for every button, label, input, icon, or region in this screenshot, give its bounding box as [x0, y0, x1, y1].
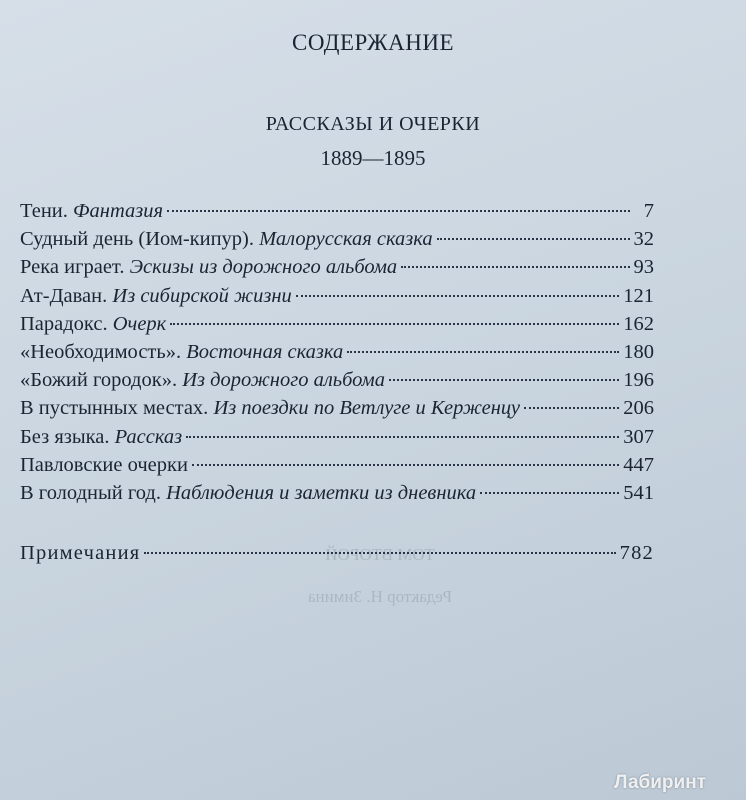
toc-entry[interactable] — [20, 200, 654, 228]
toc-entry[interactable] — [20, 454, 654, 482]
section-title: РАССКАЗЫ И ОЧЕРКИ — [265, 113, 481, 135]
toc-page-number: 121 — [623, 284, 654, 307]
leader-dots — [192, 464, 619, 466]
leader-dots — [167, 210, 630, 212]
toc-entry-name: Тени. Фантазия — [20, 200, 164, 222]
toc-entry-name: В голодный год. Наблюдения и заметки из дневника — [20, 481, 477, 504]
leader-dots — [389, 379, 619, 381]
toc-page-number: 447 — [623, 453, 654, 476]
toc-entry-name: В пустынных местах. Из поездки по Ветлуге и Керженцу — [20, 397, 520, 420]
toc-entry[interactable] — [20, 285, 654, 313]
toc-page-number: 196 — [623, 369, 654, 392]
toc-entry-name: Ат-Даван. Из сибирской жизни — [20, 284, 292, 307]
toc-entry[interactable] — [20, 313, 654, 341]
page-title: СОДЕРЖАНИЕ — [291, 30, 454, 55]
toc-entry-name: Судный день (Иом-кипур). Малорусская сказка — [20, 228, 433, 251]
toc-entry[interactable] — [20, 256, 654, 284]
toc-page-number: 180 — [623, 340, 654, 363]
leader-dots — [480, 492, 619, 494]
leader-dots — [296, 295, 620, 297]
toc-entry[interactable] — [20, 426, 654, 454]
toc-page-number: 782 — [619, 542, 654, 564]
toc-entry[interactable] — [20, 482, 654, 510]
toc-page-number: 307 — [623, 425, 654, 448]
toc-page-number: 206 — [623, 397, 654, 420]
toc-entry-name: Павловские очерки — [20, 453, 188, 476]
show-through-line: ТОМ ВТОРОЙ — [325, 545, 435, 564]
watermark-logo: Лабиринт — [614, 772, 706, 793]
toc-entry[interactable] — [20, 397, 654, 425]
toc-page-number: 162 — [623, 312, 654, 335]
leader-dots — [437, 238, 630, 240]
toc-entry-name: Парадокс. Очерк — [20, 312, 167, 335]
toc-entry[interactable] — [20, 228, 654, 256]
toc-entry-name: «Необходимость». Восточная сказка — [20, 340, 344, 363]
toc-entry[interactable] — [20, 369, 654, 397]
leader-dots — [524, 407, 619, 409]
leader-dots — [401, 266, 629, 268]
leader-dots — [170, 323, 619, 325]
toc-page-number: 93 — [633, 256, 654, 279]
toc-entry[interactable] — [20, 341, 654, 369]
section-years: 1889—1895 — [320, 146, 426, 170]
toc-entry-name: «Божий городок». Из дорожного альбома — [20, 369, 385, 392]
toc-entry-name: Река играет. Эскизы из дорожного альбома — [20, 256, 398, 279]
leader-dots — [186, 436, 619, 438]
toc-page-number: 541 — [623, 481, 654, 504]
toc-notes-label: Примечания — [20, 542, 141, 564]
show-through-line: Редактор Н. Зимина — [307, 587, 453, 606]
toc-page-number: 7 — [643, 200, 654, 222]
table-of-contents — [20, 200, 654, 510]
toc-entry-notes[interactable] — [20, 542, 654, 565]
toc-entry-name: Без языка. Рассказ — [20, 425, 183, 448]
toc-page-number: 32 — [633, 228, 654, 251]
leader-dots — [144, 552, 615, 554]
leader-dots — [347, 351, 619, 353]
